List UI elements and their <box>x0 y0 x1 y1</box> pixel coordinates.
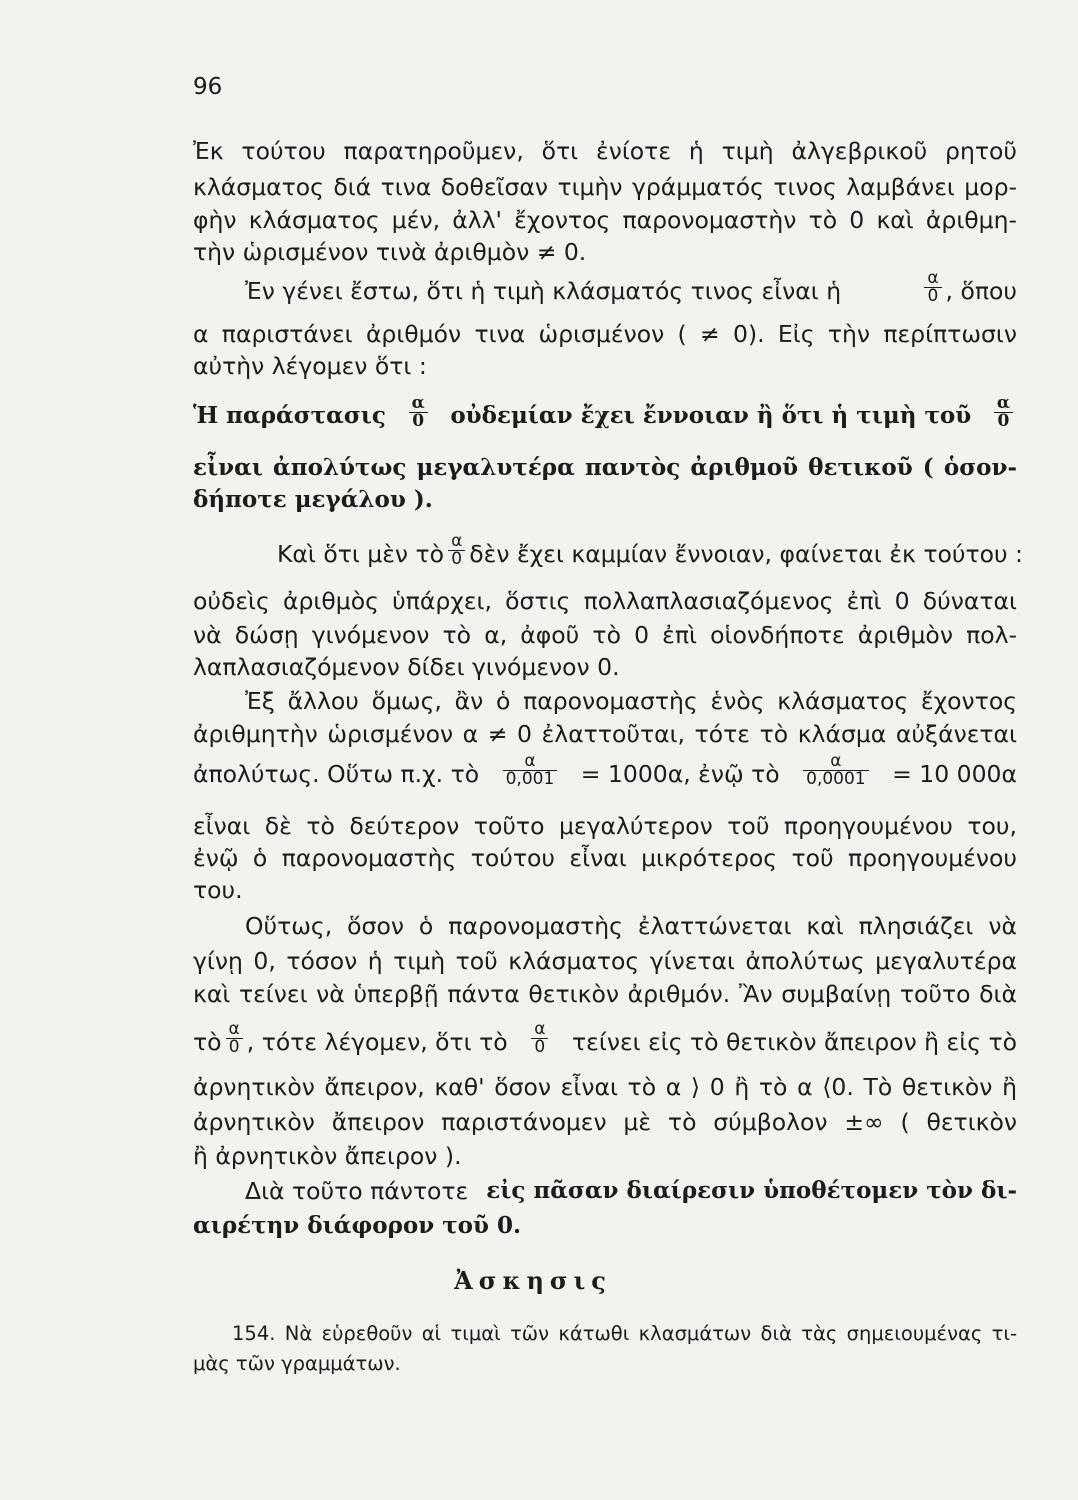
text-line: α παριστάνει ἀριθμόν τινα ὡρισμένον ( ≠ 0). Εἰς τὴν περίπτωσιν <box>193 320 1017 348</box>
text-line: αὐτὴν λέγομεν ὅτι : <box>193 352 427 380</box>
text-segment: ἀπολύτως. Οὕτω π.χ. τὸ <box>193 759 480 788</box>
text-segment: Καὶ ὅτι μὲν τὸ <box>277 539 445 568</box>
text-line: Ἐκ τούτου παρατηροῦμεν, ὅτι ἐνίοτε ἡ τιμὴ ἀλγεβρικοῦ ρητοῦ <box>193 137 1017 165</box>
text-line: ἀριθμητὴν ὡρισμένον α ≠ 0 ἐλαττοῦται, τότε τὸ κλάσμα αὐξάνεται <box>193 720 1017 748</box>
fraction-denominator: 0,001 <box>505 769 555 789</box>
text-line <box>193 751 1017 791</box>
fraction-denominator: 0 <box>412 411 425 431</box>
text-line: νὰ δώσῃ γινόμενον τὸ α, ἀφοῦ τὸ 0 ἐπὶ οἱονδήποτε ἀριθμὸν πολ- <box>193 621 1017 649</box>
bold-statement-line: εἶναι ἀπολύτως μεγαλυτέρα παντὸς ἀριθμοῦ θετικοῦ ( ὁσον- <box>193 454 1017 481</box>
fraction-group <box>193 1019 508 1059</box>
fraction-alpha-over-zero <box>409 395 428 430</box>
bold-statement-line: αιρέτην διάφορον τοῦ 0. <box>193 1212 521 1239</box>
fraction-denominator: 0 <box>997 411 1010 431</box>
text-segment: Διὰ τοῦτο πάντοτε <box>245 1177 469 1205</box>
exercise-line: 154. Νὰ εὑρεθοῦν αἱ τιμαὶ τῶν κάτωθι κλασμάτων διὰ τὰς σημειουμένας τι- <box>232 1322 1017 1345</box>
fraction-numerator: α <box>503 753 558 771</box>
text-segment: τὸ <box>193 1027 222 1056</box>
text-segment: Ἡ παράστασις <box>193 401 386 429</box>
fraction-alpha-over-0001 <box>503 753 558 788</box>
fraction-denominator: 0 <box>451 549 463 569</box>
fraction-numerator: α <box>924 270 941 288</box>
fraction-numerator: α <box>409 395 428 413</box>
text-line: ἀρνητικὸν ἄπειρον παριστάνομεν μὲ τὸ σύμβολον ±∞ ( θετικὸν <box>193 1108 1017 1136</box>
exercise-line: μὰς τῶν γραμμάτων. <box>193 1352 401 1375</box>
text-line: οὐδεὶς ἀριθμὸς ὑπάρχει, ὅστις πολλαπλασιαζόμενος ἐπὶ 0 δύναται <box>193 587 1017 615</box>
text-line: εἶναι δὲ τὸ δεύτερον τοῦτο μεγαλύτερον τοῦ προηγουμένου του, <box>193 812 1017 840</box>
text-line: φὴν κλάσματος μέν, ἀλλ' ἔχοντος παρονομαστὴν τὸ 0 καὶ ἀριθμη- <box>193 206 1017 234</box>
text-line: του. <box>193 876 243 904</box>
text-segment: = 10 000α <box>892 759 1017 788</box>
fraction-numerator: α <box>448 533 465 551</box>
fraction-alpha-over-zero <box>531 1021 548 1056</box>
fraction-denominator: 0 <box>927 286 939 306</box>
fraction-group <box>920 268 1017 308</box>
bold-statement-line <box>193 393 1017 433</box>
text-segment: = 1000α, ἐνῷ τὸ <box>580 759 780 788</box>
fraction-alpha-over-zero <box>924 270 941 305</box>
text-line: Οὕτως, ὅσον ὁ παρονομαστὴς ἐλαττώνεται καὶ πλησιάζει νὰ <box>245 912 1017 940</box>
text-line: κλάσματος διά τινα δοθεῖσαν τιμὴν γράμματός τινος λαμβάνει μορ- <box>193 173 1017 201</box>
text-line <box>245 268 1017 308</box>
text-line: ἀρνητικὸν ἄπειρον, καθ' ὅσον εἶναι τὸ α ⟩ 0 ἢ τὸ α ⟨0. Τὸ θετικὸν ἢ <box>193 1073 1017 1101</box>
text-line: γίνῃ 0, τόσον ἡ τιμὴ τοῦ κλάσματος γίνεται ἀπολύτως μεγαλυτέρα <box>193 947 1017 975</box>
fraction-denominator: 0 <box>228 1037 240 1057</box>
text-segment: τείνει εἰς τὸ θετικὸν ἄπειρον ἢ εἰς τὸ <box>572 1027 1017 1056</box>
bold-segment: εἰς πᾶσαν διαίρεσιν ὑποθέτομεν τὸν δι- <box>486 1177 1017 1204</box>
text-segment: , τότε λέγομεν, ὅτι τὸ <box>246 1027 508 1056</box>
text-line: ἐνῷ ὁ παρονομαστὴς τούτου εἶναι μικρότερος τοῦ προηγουμένου <box>193 844 1017 872</box>
text-line <box>193 1019 1017 1059</box>
text-line <box>277 531 1023 571</box>
text-line <box>245 1175 1017 1207</box>
fraction-numerator: α <box>531 1021 548 1039</box>
text-segment: , ὅπου <box>945 276 1017 305</box>
text-segment: Ἐν γένει ἔστω, ὅτι ἡ τιμὴ κλάσματός τινος εἶναι ἡ <box>245 276 842 305</box>
text-line: καὶ τείνει νὰ ὑπερβῇ πάντα θετικὸν ἀριθμόν. Ἂν συμβαίνῃ τοῦτο διὰ <box>193 980 1017 1008</box>
fraction-denominator: 0 <box>534 1037 546 1057</box>
fraction-alpha-over-00001 <box>803 753 868 788</box>
text-line: Ἐξ ἄλλου ὅμως, ἂν ὁ παρονομαστὴς ἑνὸς κλάσματος ἔχοντος <box>245 687 1017 715</box>
fraction-numerator: α <box>994 395 1013 413</box>
text-segment: δὲν ἔχει καμμίαν ἔννοιαν, φαίνεται ἐκ τούτου : <box>469 539 1023 568</box>
text-line: λαπλασιαζόμενον δίδει γινόμενον 0. <box>193 653 620 681</box>
fraction-numerator: α <box>226 1021 243 1039</box>
fraction-alpha-over-zero <box>226 1021 243 1056</box>
bold-statement-line: δήποτε μεγάλου ). <box>193 486 433 513</box>
fraction-alpha-over-zero <box>448 533 465 568</box>
page-number: 96 <box>193 74 223 100</box>
exercises-heading: Ἀσκησις <box>454 1266 612 1295</box>
fraction-alpha-over-zero <box>994 395 1013 430</box>
text-segment: οὐδεμίαν ἔχει ἔννοιαν ἢ ὅτι ἡ τιμὴ τοῦ <box>450 401 972 429</box>
text-line: τὴν ὡρισμένον τινὰ ἀριθμὸν ≠ 0. <box>193 238 587 266</box>
fraction-numerator: α <box>803 753 868 771</box>
text-line: ἢ ἀρνητικὸν ἄπειρον ). <box>193 1142 462 1170</box>
fraction-denominator: 0,0001 <box>806 769 866 789</box>
